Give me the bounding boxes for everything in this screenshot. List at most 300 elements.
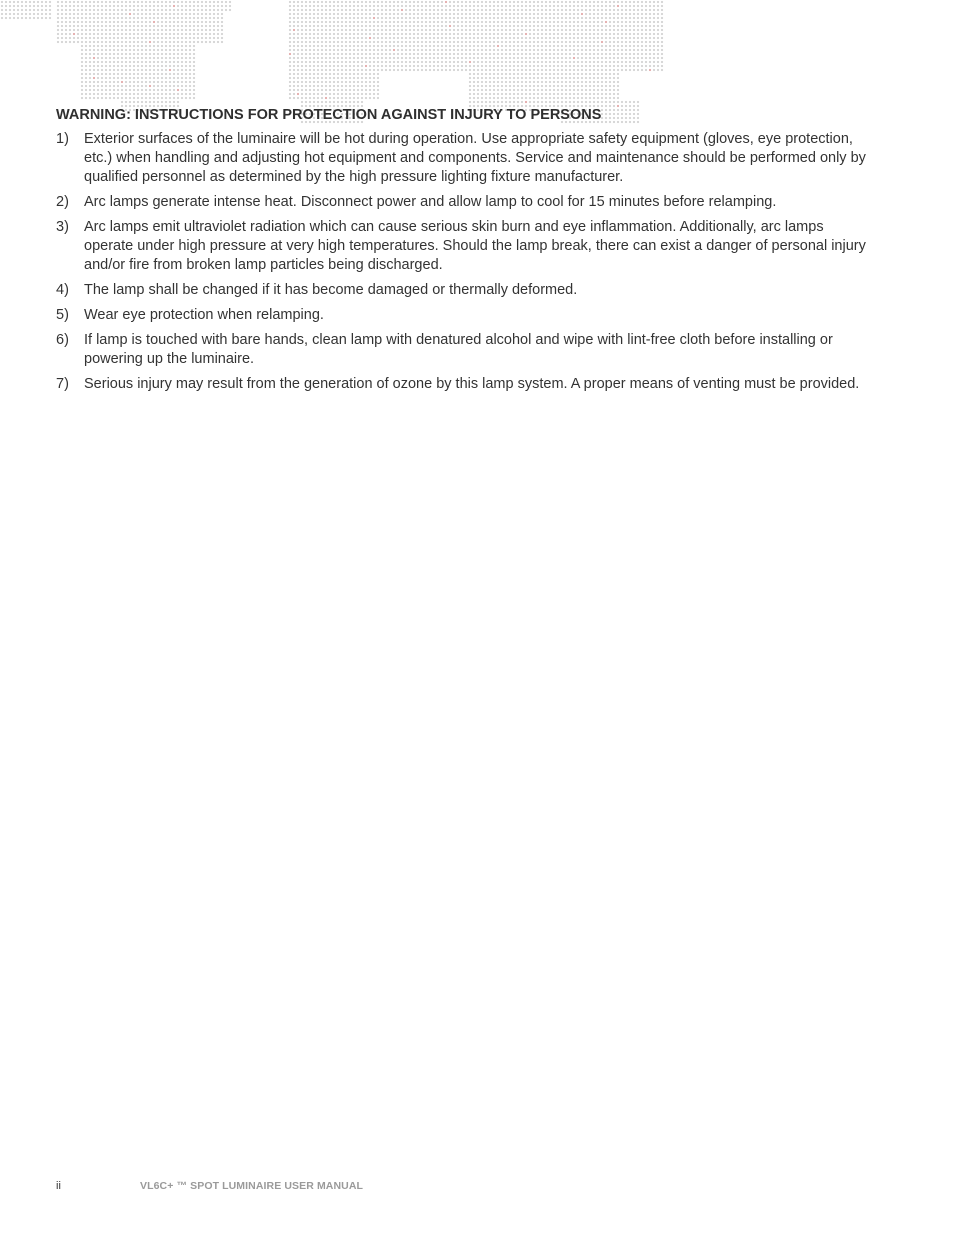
- map-dot: [509, 61, 511, 63]
- map-dot: [113, 9, 115, 11]
- map-dot: [229, 9, 231, 11]
- map-dot: [353, 33, 355, 35]
- map-dot: [589, 41, 591, 43]
- map-dot: [325, 65, 327, 67]
- map-dot: [489, 25, 491, 27]
- map-dot: [417, 29, 419, 31]
- map-dot: [193, 45, 195, 47]
- map-dot: [393, 45, 395, 47]
- map-dot: [469, 1, 471, 3]
- map-dot: [437, 41, 439, 43]
- map-dot: [537, 57, 539, 59]
- map-dot: [321, 5, 323, 7]
- map-dot: [85, 65, 87, 67]
- map-dot: [613, 41, 615, 43]
- map-dot: [533, 81, 535, 83]
- map-dot: [185, 57, 187, 59]
- map-dot: [97, 85, 99, 87]
- map-dot: [505, 53, 507, 55]
- map-dot: [577, 1, 579, 3]
- map-dot: [485, 81, 487, 83]
- map-dot: [477, 45, 479, 47]
- map-dot: [301, 5, 303, 7]
- map-dot: [433, 5, 435, 7]
- map-dot: [117, 77, 119, 79]
- map-dot: [357, 81, 359, 83]
- map-dot: [81, 57, 83, 59]
- map-dot: [397, 5, 399, 7]
- map-dot: [373, 85, 375, 87]
- map-dot: [421, 57, 423, 59]
- map-dot: [617, 13, 619, 15]
- map-dot: [377, 97, 379, 99]
- map-dot: [385, 9, 387, 11]
- map-dot: [525, 21, 527, 23]
- map-dot: [385, 33, 387, 35]
- map-dot: [109, 73, 111, 75]
- map-dot: [173, 69, 175, 71]
- map-dot: [121, 89, 123, 91]
- map-dot: [325, 41, 327, 43]
- map-dot: [509, 17, 511, 19]
- map-dot: [485, 85, 487, 87]
- map-dot: [157, 49, 159, 51]
- map-dot: [189, 57, 191, 59]
- map-dot: [317, 29, 319, 31]
- map-dot: [645, 5, 647, 7]
- map-dot: [337, 1, 339, 3]
- map-dot: [153, 81, 155, 83]
- map-dot: [137, 9, 139, 11]
- map-dot: [393, 13, 395, 15]
- map-dot: [373, 13, 375, 15]
- map-dot: [485, 89, 487, 91]
- map-dot: [313, 21, 315, 23]
- map-dot: [465, 57, 467, 59]
- map-dot: [89, 57, 91, 59]
- map-dot: [453, 61, 455, 63]
- map-dot: [537, 53, 539, 55]
- map-dot: [353, 101, 355, 103]
- map-dot: [173, 73, 175, 75]
- map-dot: [541, 21, 543, 23]
- map-dot: [537, 61, 539, 63]
- map-dot: [537, 21, 539, 23]
- map-dot: [461, 57, 463, 59]
- map-dot: [193, 65, 195, 67]
- map-dot: [73, 33, 75, 35]
- map-dot: [349, 85, 351, 87]
- map-dot: [341, 45, 343, 47]
- map-dot: [505, 73, 507, 75]
- map-dot: [645, 37, 647, 39]
- map-dot: [161, 77, 163, 79]
- map-dot: [549, 5, 551, 7]
- map-dot: [301, 53, 303, 55]
- map-dot: [21, 5, 23, 7]
- map-dot: [573, 65, 575, 67]
- map-dot: [333, 93, 335, 95]
- map-dot: [289, 97, 291, 99]
- map-dot: [373, 17, 375, 19]
- map-dot: [565, 17, 567, 19]
- map-dot: [181, 9, 183, 11]
- map-dot: [101, 81, 103, 83]
- map-dot: [645, 69, 647, 71]
- map-dot: [125, 69, 127, 71]
- map-dot: [461, 1, 463, 3]
- map-dot: [129, 1, 131, 3]
- map-dot: [101, 5, 103, 7]
- map-dot: [213, 13, 215, 15]
- map-dot: [153, 97, 155, 99]
- map-dot: [425, 45, 427, 47]
- map-dot: [193, 69, 195, 71]
- map-dot: [533, 33, 535, 35]
- map-dot: [101, 53, 103, 55]
- map-dot: [549, 25, 551, 27]
- list-item: [56, 331, 871, 369]
- map-dot: [653, 13, 655, 15]
- map-dot: [145, 89, 147, 91]
- map-dot: [301, 61, 303, 63]
- map-dot: [193, 17, 195, 19]
- map-dot: [345, 9, 347, 11]
- map-dot: [385, 61, 387, 63]
- map-dot: [81, 17, 83, 19]
- map-dot: [637, 57, 639, 59]
- map-dot: [525, 25, 527, 27]
- map-dot: [573, 57, 575, 59]
- map-dot: [197, 1, 199, 3]
- map-dot: [349, 49, 351, 51]
- map-dot: [109, 81, 111, 83]
- map-dot: [493, 89, 495, 91]
- map-dot: [153, 53, 155, 55]
- map-dot: [173, 5, 175, 7]
- map-dot: [661, 61, 663, 63]
- map-dot: [573, 69, 575, 71]
- map-dot: [289, 85, 291, 87]
- map-dot: [533, 73, 535, 75]
- map-dot: [617, 5, 619, 7]
- map-dot: [349, 57, 351, 59]
- map-dot: [385, 69, 387, 71]
- map-dot: [489, 37, 491, 39]
- map-dot: [205, 13, 207, 15]
- map-dot: [533, 41, 535, 43]
- map-dot: [325, 49, 327, 51]
- map-dot: [93, 61, 95, 63]
- map-dot: [541, 65, 543, 67]
- map-dot: [97, 77, 99, 79]
- map-dot: [177, 5, 179, 7]
- map-dot: [589, 65, 591, 67]
- map-dot: [505, 65, 507, 67]
- map-dot: [549, 93, 551, 95]
- map-dot: [505, 17, 507, 19]
- map-dot: [381, 17, 383, 19]
- map-dot: [353, 41, 355, 43]
- map-dot: [313, 33, 315, 35]
- map-dot: [297, 9, 299, 11]
- map-dot: [433, 25, 435, 27]
- map-dot: [365, 21, 367, 23]
- map-dot: [193, 97, 195, 99]
- map-dot: [113, 69, 115, 71]
- map-dot: [205, 29, 207, 31]
- map-dot: [117, 49, 119, 51]
- map-dot: [421, 61, 423, 63]
- map-dot: [93, 17, 95, 19]
- map-dot: [345, 29, 347, 31]
- map-dot: [517, 45, 519, 47]
- map-dot: [101, 17, 103, 19]
- map-dot: [313, 93, 315, 95]
- map-dot: [365, 45, 367, 47]
- map-dot: [81, 65, 83, 67]
- map-dot: [449, 29, 451, 31]
- map-dot: [157, 25, 159, 27]
- map-dot: [137, 53, 139, 55]
- map-dot: [561, 53, 563, 55]
- map-dot: [589, 29, 591, 31]
- map-dot: [549, 53, 551, 55]
- map-dot: [369, 13, 371, 15]
- map-dot: [537, 41, 539, 43]
- map-dot: [437, 5, 439, 7]
- map-dot: [557, 21, 559, 23]
- map-dot: [557, 81, 559, 83]
- map-dot: [525, 17, 527, 19]
- map-dot: [321, 21, 323, 23]
- map-dot: [385, 1, 387, 3]
- map-dot: [545, 57, 547, 59]
- map-dot: [525, 1, 527, 3]
- map-dot: [417, 65, 419, 67]
- map-dot: [301, 85, 303, 87]
- map-dot: [513, 9, 515, 11]
- map-dot: [377, 1, 379, 3]
- map-dot: [85, 21, 87, 23]
- map-dot: [329, 57, 331, 59]
- map-dot: [381, 41, 383, 43]
- map-dot: [165, 97, 167, 99]
- map-dot: [617, 49, 619, 51]
- map-dot: [657, 61, 659, 63]
- map-dot: [221, 33, 223, 35]
- map-dot: [289, 33, 291, 35]
- map-dot: [93, 77, 95, 79]
- map-dot: [141, 5, 143, 7]
- map-dot: [329, 1, 331, 3]
- map-dot: [317, 21, 319, 23]
- map-dot: [289, 69, 291, 71]
- map-dot: [177, 45, 179, 47]
- map-dot: [545, 85, 547, 87]
- map-dot: [373, 77, 375, 79]
- map-dot: [337, 97, 339, 99]
- map-dot: [445, 37, 447, 39]
- map-dot: [553, 37, 555, 39]
- map-dot: [293, 57, 295, 59]
- map-dot: [581, 25, 583, 27]
- map-dot: [501, 5, 503, 7]
- map-dot: [585, 21, 587, 23]
- map-dot: [101, 33, 103, 35]
- map-dot: [137, 57, 139, 59]
- map-dot: [601, 37, 603, 39]
- map-dot: [557, 5, 559, 7]
- map-dot: [297, 69, 299, 71]
- map-dot: [329, 37, 331, 39]
- map-dot: [409, 65, 411, 67]
- map-dot: [449, 9, 451, 11]
- map-dot: [609, 85, 611, 87]
- map-dot: [573, 101, 575, 103]
- map-dot: [301, 49, 303, 51]
- map-dot: [629, 53, 631, 55]
- map-dot: [169, 29, 171, 31]
- map-dot: [617, 25, 619, 27]
- item-number: 2): [56, 194, 69, 210]
- map-dot: [217, 17, 219, 19]
- map-dot: [621, 1, 623, 3]
- map-dot: [89, 85, 91, 87]
- map-dot: [505, 1, 507, 3]
- map-dot: [313, 73, 315, 75]
- map-dot: [109, 17, 111, 19]
- map-dot: [317, 89, 319, 91]
- map-dot: [377, 49, 379, 51]
- map-dot: [633, 65, 635, 67]
- map-dot: [557, 45, 559, 47]
- map-dot: [81, 49, 83, 51]
- map-dot: [369, 77, 371, 79]
- map-dot: [349, 65, 351, 67]
- map-dot: [109, 21, 111, 23]
- map-dot: [181, 37, 183, 39]
- map-dot: [621, 61, 623, 63]
- map-dot: [461, 69, 463, 71]
- map-dot: [321, 85, 323, 87]
- map-dot: [305, 37, 307, 39]
- map-dot: [97, 5, 99, 7]
- map-dot: [113, 17, 115, 19]
- map-dot: [321, 49, 323, 51]
- map-dot: [433, 21, 435, 23]
- map-dot: [177, 17, 179, 19]
- map-dot: [517, 29, 519, 31]
- map-dot: [561, 61, 563, 63]
- map-dot: [137, 5, 139, 7]
- map-dot: [81, 33, 83, 35]
- map-dot: [209, 33, 211, 35]
- map-dot: [473, 17, 475, 19]
- map-dot: [553, 29, 555, 31]
- map-dot: [445, 49, 447, 51]
- map-dot: [553, 17, 555, 19]
- map-dot: [173, 41, 175, 43]
- map-dot: [493, 49, 495, 51]
- map-dot: [41, 17, 43, 19]
- map-dot: [425, 21, 427, 23]
- map-dot: [573, 5, 575, 7]
- map-dot: [425, 69, 427, 71]
- map-dot: [421, 13, 423, 15]
- map-dot: [641, 65, 643, 67]
- map-dot: [461, 49, 463, 51]
- map-dot: [153, 61, 155, 63]
- map-dot: [105, 57, 107, 59]
- map-dot: [425, 9, 427, 11]
- map-dot: [545, 53, 547, 55]
- map-dot: [29, 13, 31, 15]
- map-dot: [325, 81, 327, 83]
- map-dot: [1, 5, 3, 7]
- map-dot: [521, 85, 523, 87]
- map-dot: [409, 5, 411, 7]
- map-dot: [97, 45, 99, 47]
- map-dot: [353, 65, 355, 67]
- map-dot: [105, 89, 107, 91]
- map-dot: [481, 57, 483, 59]
- map-dot: [81, 77, 83, 79]
- map-dot: [509, 69, 511, 71]
- map-dot: [345, 49, 347, 51]
- map-dot: [481, 53, 483, 55]
- map-dot: [489, 101, 491, 103]
- map-dot: [557, 49, 559, 51]
- map-dot: [529, 49, 531, 51]
- map-dot: [613, 89, 615, 91]
- map-dot: [557, 13, 559, 15]
- map-dot: [601, 53, 603, 55]
- map-dot: [121, 25, 123, 27]
- map-dot: [141, 37, 143, 39]
- map-dot: [453, 1, 455, 3]
- map-dot: [521, 77, 523, 79]
- map-dot: [61, 1, 63, 3]
- map-dot: [105, 73, 107, 75]
- map-dot: [645, 29, 647, 31]
- map-dot: [97, 89, 99, 91]
- map-dot: [545, 61, 547, 63]
- map-dot: [549, 97, 551, 99]
- map-dot: [509, 45, 511, 47]
- map-dot: [661, 29, 663, 31]
- map-dot: [305, 45, 307, 47]
- map-dot: [505, 25, 507, 27]
- map-dot: [405, 17, 407, 19]
- map-dot: [533, 21, 535, 23]
- map-dot: [613, 81, 615, 83]
- map-dot: [597, 21, 599, 23]
- map-dot: [117, 5, 119, 7]
- map-dot: [17, 13, 19, 15]
- map-dot: [501, 89, 503, 91]
- map-dot: [465, 53, 467, 55]
- map-dot: [653, 45, 655, 47]
- map-dot: [581, 97, 583, 99]
- map-dot: [653, 69, 655, 71]
- map-dot: [301, 65, 303, 67]
- map-dot: [381, 1, 383, 3]
- map-dot: [485, 5, 487, 7]
- map-dot: [605, 65, 607, 67]
- map-dot: [461, 21, 463, 23]
- map-dot: [573, 29, 575, 31]
